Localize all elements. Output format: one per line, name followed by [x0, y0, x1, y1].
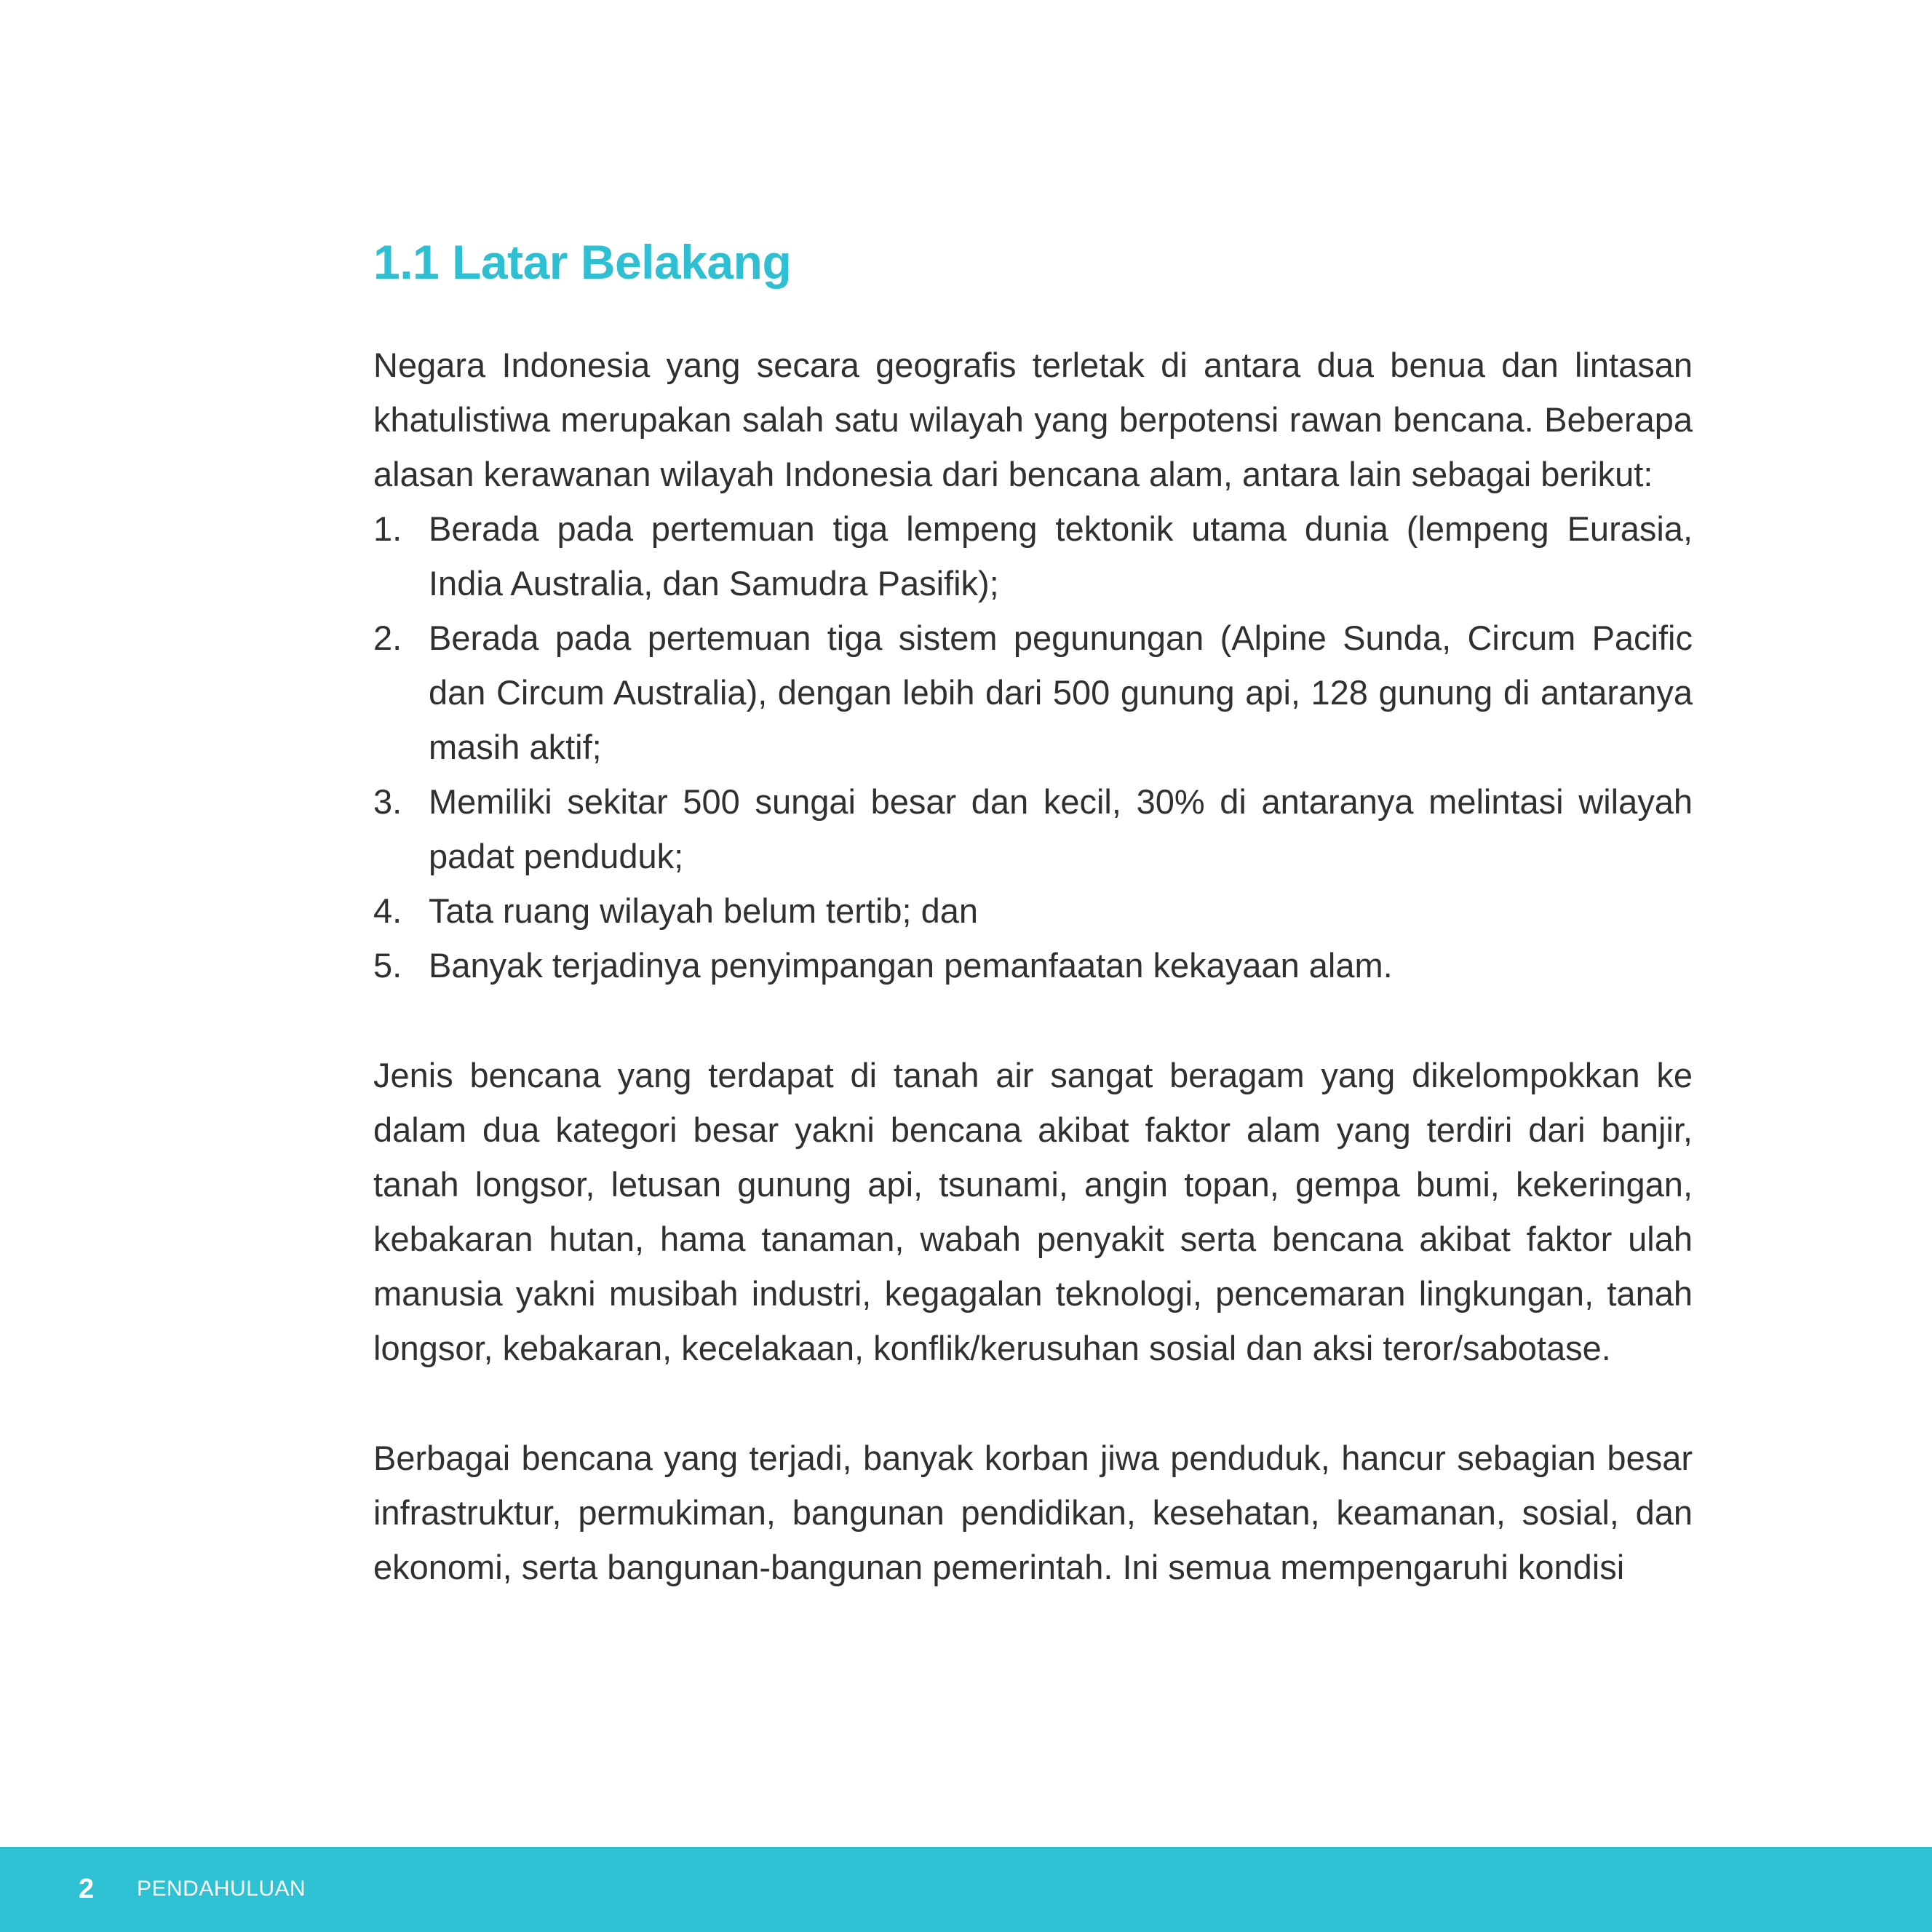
list-item [373, 938, 1693, 993]
list-item-text: Tata ruang wilayah belum tertib; dan [429, 891, 979, 930]
list-item-text: Berada pada pertemuan tiga lempeng tektonik utama dunia (lempeng Eurasia, India Australia, dan Samudra Pasifik); [429, 509, 1693, 603]
main-content [373, 230, 1693, 1594]
list-item-number: 4. [373, 891, 402, 930]
page-number: 2 [79, 1874, 95, 1904]
list-item-number: 1. [373, 509, 402, 548]
list-item-number: 3. [373, 782, 402, 821]
list-item [373, 774, 1693, 883]
list-item [373, 883, 1693, 938]
list-item-text: Memiliki sekitar 500 sungai besar dan kecil, 30% di antaranya melintasi wilayah padat penduduk; [429, 782, 1693, 875]
chapter-label: PENDAHULUAN [137, 1877, 306, 1901]
list-item-text: Banyak terjadinya penyimpangan pemanfaatan kekayaan alam. [429, 946, 1393, 985]
intro-paragraph: Negara Indonesia yang secara geografis terletak di antara dua benua dan lintasan khatulistiwa merupakan salah satu wilayah yang berpotensi rawan bencana. Beberapa alasan kerawanan wilayah Indonesia dari bencana alam, antara lain sebagai berikut: [373, 346, 1693, 493]
list-item-number: 2. [373, 619, 402, 657]
list-item [373, 501, 1693, 611]
list-item-number: 5. [373, 946, 402, 985]
list-item-text: Berada pada pertemuan tiga sistem pegunungan (Alpine Sunda, Circum Pacific dan Circum Australia), dengan lebih dari 500 gunung api, 128 gunung di antaranya masih aktif; [429, 619, 1693, 766]
page-footer [0, 1847, 1932, 1932]
list-item [373, 611, 1693, 774]
section-title: 1.1 Latar Belakang [373, 235, 792, 289]
disaster-types-paragraph: Jenis bencana yang terdapat di tanah air sangat beragam yang dikelompokkan ke dalam dua kategori besar yakni bencana akibat faktor alam yang terdiri dari banjir, tanah longsor, letusan gunung api, tsunami, angin topan, gempa bumi, kekeringan, kebakaran hutan, hama tanaman, wabah penyakit serta bencana akibat faktor ulah manusia yakni musibah industri, kegagalan teknologi, pencemaran lingkungan, tanah longsor, kebakaran, kecelakaan, konflik/kerusuhan sosial dan aksi teror/sabotase. [373, 1056, 1693, 1367]
reasons-list [373, 501, 1693, 993]
impact-paragraph: Berbagai bencana yang terjadi, banyak korban jiwa penduduk, hancur sebagian besar infrastruktur, permukiman, bangunan pendidikan, kesehatan, keamanan, sosial, dan ekonomi, serta bangunan-bangunan pemerintah. Ini semua mempengaruhi kondisi [373, 1439, 1693, 1586]
